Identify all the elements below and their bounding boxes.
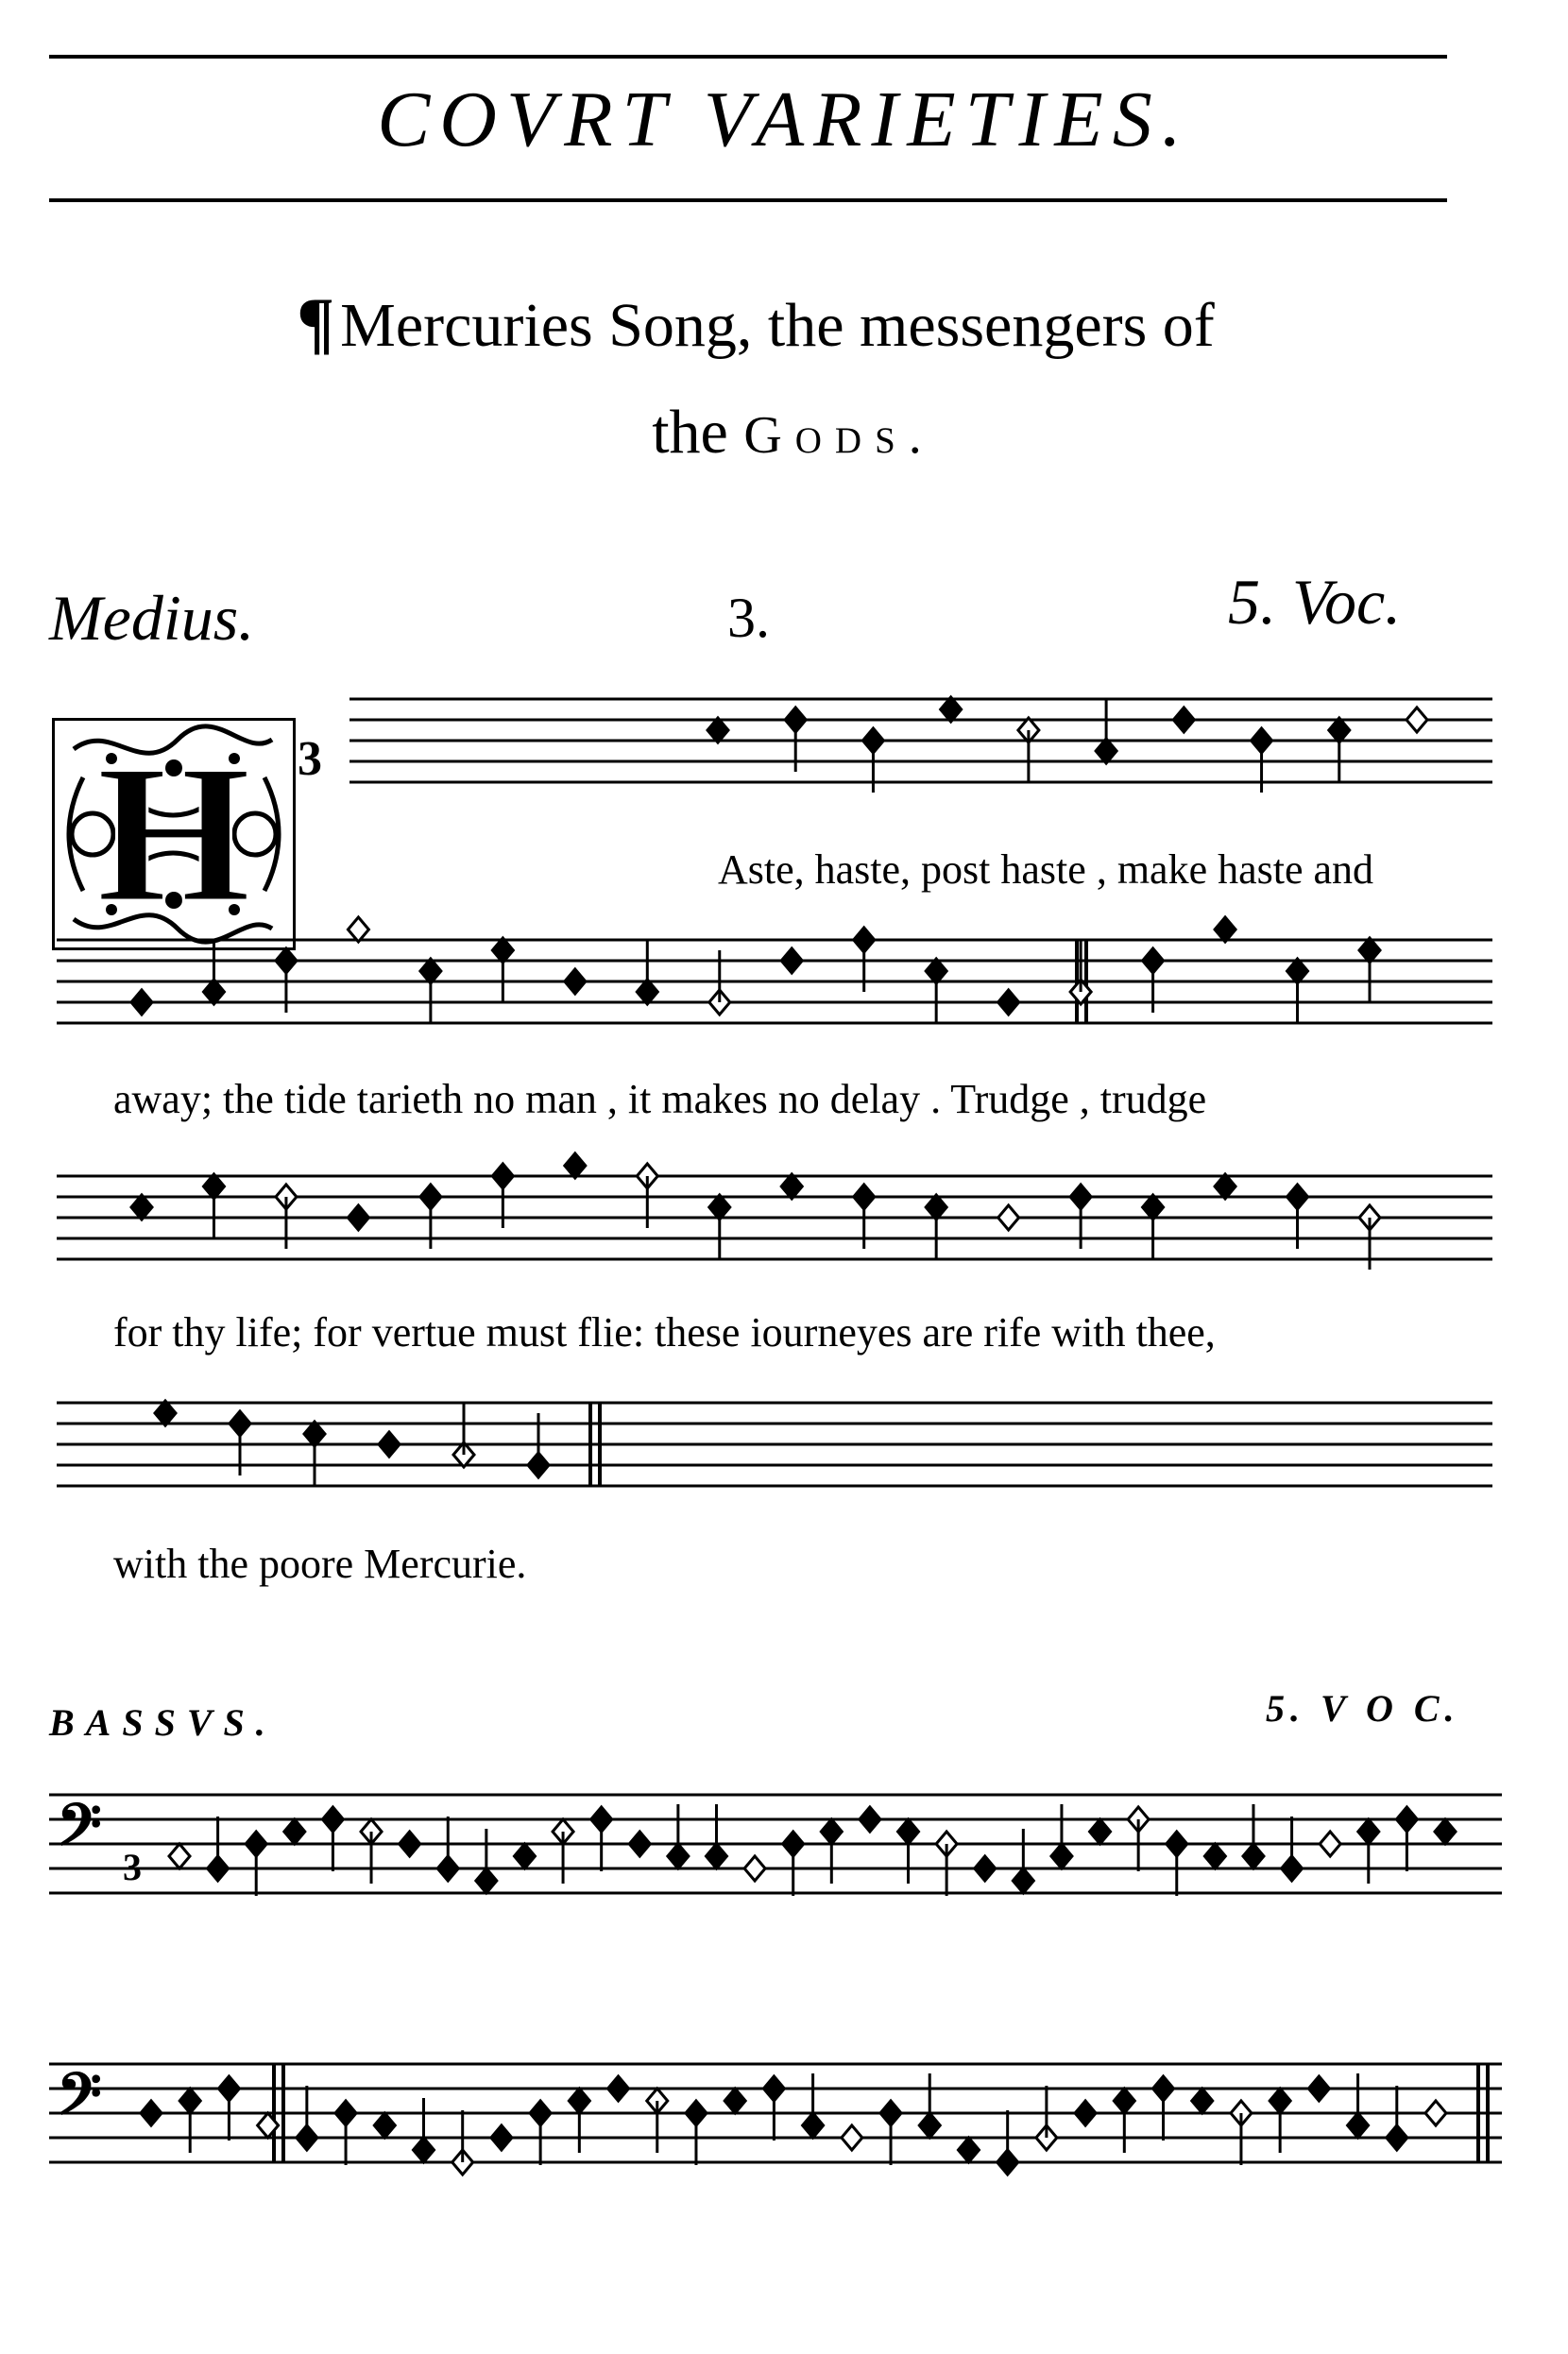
note-head (724, 2089, 745, 2113)
voice-count-bassus: 5. V O C. (1266, 1687, 1460, 1730)
bassus-staff-2 (0, 2036, 1568, 2187)
song-title-gods: Gods. (743, 406, 935, 465)
note-head (744, 1856, 765, 1881)
head-rule (49, 198, 1447, 202)
clef-icon: 3 (298, 732, 322, 786)
note-head (131, 1195, 152, 1220)
note-head (284, 1819, 305, 1844)
note-head (491, 2125, 512, 2150)
clef-icon: 𝄢 (57, 1795, 102, 1872)
lyric-line-4: with the poore Mercurie. (113, 1541, 527, 1587)
lyric-line-1: Aste, haste, post haste , make haste and (718, 846, 1374, 893)
note-head (1090, 1819, 1111, 1844)
running-head: COVRT VARIETIES. (377, 76, 1191, 163)
initial-letter: H (96, 725, 251, 944)
pilcrow-mark: ¶ (297, 284, 335, 362)
note-head (348, 1205, 368, 1230)
top-rule (49, 55, 1447, 59)
note-head (400, 1832, 420, 1856)
song-title-line2 (38, 397, 1549, 469)
note-head (1320, 1832, 1340, 1856)
note-head (155, 1401, 176, 1425)
part-number: 3. (727, 587, 770, 649)
lyric-line-2: away; the tide tarieth no man , it makes no delay . Trudge , trudge (113, 1076, 1207, 1122)
note-head (1192, 2089, 1213, 2113)
note-head (565, 969, 586, 994)
note-head (348, 917, 368, 942)
note-head (1204, 1844, 1225, 1868)
song-title-line1 (0, 283, 1511, 364)
note-head (941, 697, 962, 722)
note-head (842, 2125, 862, 2150)
medius-staff-3 (0, 1157, 1568, 1289)
note-head (998, 990, 1019, 1015)
note-head (608, 2076, 629, 2101)
note-head (141, 2101, 162, 2125)
note-head (169, 1844, 190, 1868)
note-head (998, 1205, 1019, 1230)
medius-staff-4 (0, 1384, 1568, 1516)
clef-icon: 𝄢 (57, 2064, 102, 2141)
note-head (1406, 708, 1427, 732)
note-head (860, 1807, 880, 1832)
part-label-bassus: BASSVS. (49, 1701, 277, 1744)
note-head (514, 1844, 535, 1868)
bassus-staff-1 (0, 1766, 1568, 1918)
note-head (1075, 2101, 1096, 2125)
song-title-text: Mercuries Song, the messengers of (340, 291, 1215, 360)
note-head (1425, 2101, 1446, 2125)
note-head (1215, 1174, 1236, 1199)
lyric-line-3: for thy life; for vertue must flie: these iourneyes are rife with thee, (113, 1309, 1216, 1356)
song-title-prefix: the (652, 398, 744, 467)
medius-staff-1 (0, 680, 1568, 812)
note-head (975, 1856, 996, 1881)
note-head (1173, 708, 1194, 732)
part-label-medius: Medius. (49, 582, 255, 654)
note-head (565, 1153, 586, 1178)
note-head (629, 1832, 650, 1856)
note-head (379, 1432, 400, 1457)
note-head (131, 990, 152, 1015)
voice-count-medius: 5. Voc. (1228, 566, 1402, 638)
note-head (781, 948, 802, 973)
note-head (781, 1174, 802, 1199)
note-head (958, 2138, 979, 2162)
note-head (1215, 917, 1236, 942)
note-head (707, 718, 728, 742)
note-head (374, 2113, 395, 2138)
clef-icon: 3 (123, 1846, 142, 1888)
note-head (1308, 2076, 1329, 2101)
note-head (1435, 1819, 1456, 1844)
medius-staff-2 (0, 921, 1568, 1053)
